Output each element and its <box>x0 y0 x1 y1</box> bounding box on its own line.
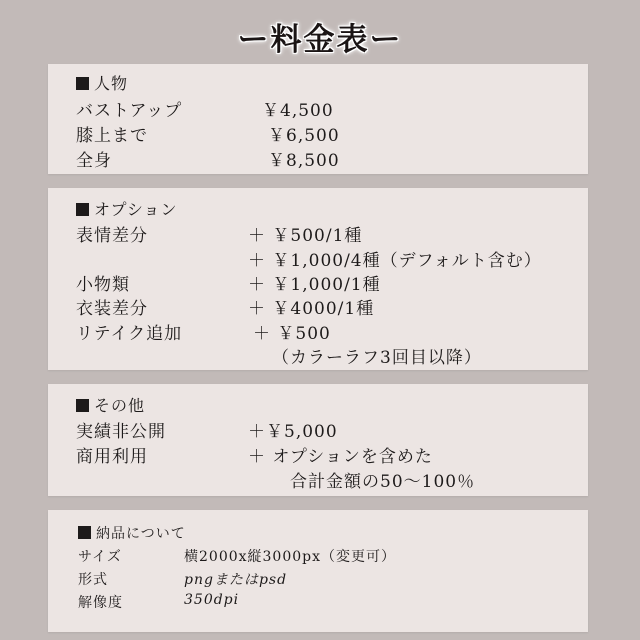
options-item-label: 衣装差分 <box>76 299 148 319</box>
figure-heading <box>76 71 128 94</box>
page-title: ー料金表ー <box>237 22 403 58</box>
square-bullet-icon <box>78 526 91 539</box>
options-heading <box>76 197 178 220</box>
figure-item-price: ￥8,500 <box>268 151 340 171</box>
figure-item-label: 全身 <box>76 151 112 171</box>
options-item-label: 小物類 <box>76 275 130 295</box>
delivery-item-value: pngまたはpsd <box>184 572 288 588</box>
delivery-heading-text: 納品について <box>96 526 186 542</box>
figure-item-price: ￥6,500 <box>268 126 340 146</box>
figure-item-label: バストアップ <box>76 101 183 121</box>
others-item-price: ＋￥5,000 <box>248 422 338 442</box>
others-heading-text: その他 <box>94 396 146 415</box>
options-item-price: ＋ ￥500/1種 <box>248 226 363 246</box>
options-item-price: ＋ ￥1,000/4種（デフォルト含む） <box>248 251 542 271</box>
figure-panel <box>48 64 588 174</box>
options-heading-text: オプション <box>94 200 178 219</box>
others-item-label: 商用利用 <box>76 447 148 467</box>
square-bullet-icon <box>76 399 89 412</box>
others-item-price: ＋ オプションを含めた <box>248 447 433 467</box>
figure-item-label: 膝上まで <box>76 126 148 146</box>
figure-heading-text: 人物 <box>94 74 129 93</box>
others-item-label: 実績非公開 <box>76 422 166 442</box>
options-item-price: ＋ ￥4000/1種 <box>248 299 375 319</box>
options-item-price: ＋ ￥1,000/1種 <box>248 275 381 295</box>
options-item-price: ＋ ￥500 <box>253 324 331 344</box>
delivery-heading <box>78 523 186 543</box>
delivery-item-label: サイズ <box>78 549 122 565</box>
delivery-panel <box>48 510 588 632</box>
options-item-label: リテイク追加 <box>76 324 183 344</box>
delivery-item-value: 横2000x縦3000px（変更可） <box>184 549 397 565</box>
others-heading <box>76 393 145 416</box>
others-panel <box>48 384 588 496</box>
figure-item-price: ￥4,500 <box>262 101 334 121</box>
delivery-item-value: 350dpi <box>184 592 240 608</box>
options-panel <box>48 188 588 370</box>
delivery-item-label: 形式 <box>78 572 108 588</box>
others-item-note: 合計金額の50～100％ <box>290 472 476 492</box>
delivery-item-label: 解像度 <box>78 595 123 611</box>
square-bullet-icon <box>76 203 89 216</box>
square-bullet-icon <box>76 77 89 90</box>
options-item-note: （カラーラフ3回目以降） <box>272 348 482 368</box>
options-item-label: 表情差分 <box>76 226 148 246</box>
